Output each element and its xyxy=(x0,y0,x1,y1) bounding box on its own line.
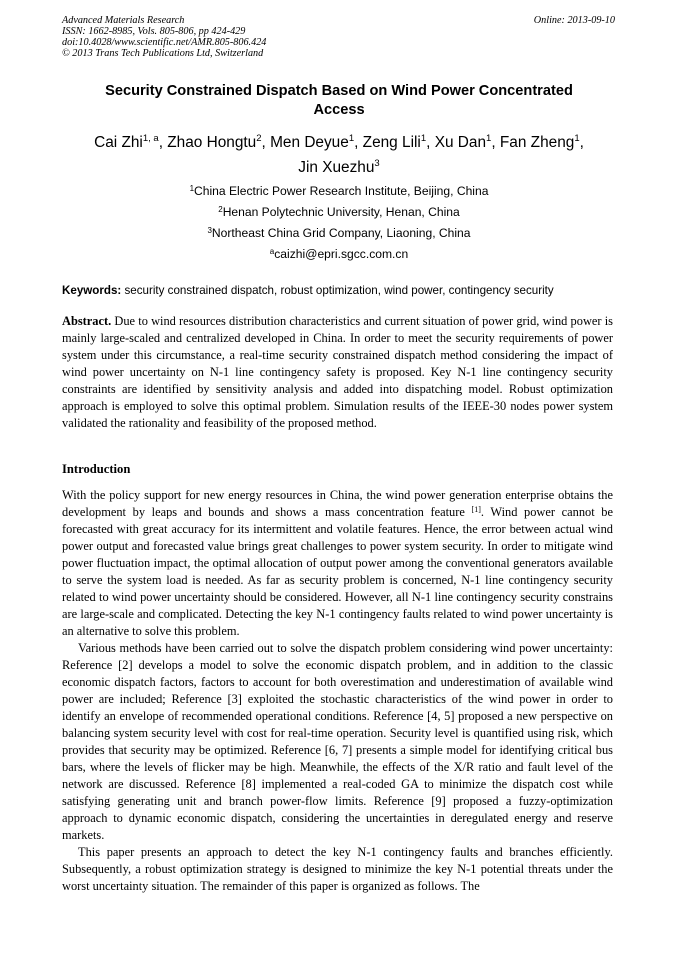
introduction-body xyxy=(62,487,613,895)
affil-text: China Electric Power Research Institute, Beijing, China xyxy=(194,184,489,198)
journal-header xyxy=(62,15,266,59)
author-affil-sup: 1 xyxy=(420,133,427,144)
author-separator: , xyxy=(579,134,584,151)
section-heading-introduction: Introduction xyxy=(62,462,131,476)
keywords xyxy=(62,283,622,298)
email-sup: a xyxy=(269,247,275,256)
affiliations xyxy=(62,181,616,265)
affiliation-3 xyxy=(62,223,616,244)
abstract xyxy=(62,313,613,432)
abstract-label: Abstract. xyxy=(62,314,112,328)
issn-line: ISSN: 1662-8985, Vols. 805-806, pp 424-429 xyxy=(62,26,246,37)
author-name: , Men Deyue xyxy=(261,134,349,151)
author-name: , Xu Dan xyxy=(426,134,487,151)
author-email[interactable] xyxy=(62,244,616,265)
journal-name: Advanced Materials Research xyxy=(62,15,185,26)
author-name: , Fan Zheng xyxy=(491,134,575,151)
paragraph-text: . Wind power cannot be forecasted with great accuracy for its intermittent and volatile features. Hence, the error between actual wind power output and forecasted value brings great challenges to power system security. In order to mitigate wind power fluctuation impact, the optimal allocation of output power among the conventional generators available to serve the system load is needed. As far as security problem is concerned, N-1 line contingency security related to wind power uncertainty should be considered. However, all N-1 line contingency security constrains are large-scale and complicated. Detecting the key N-1 contingency faults related to wind power uncertainty is an alternative to solve this problem. xyxy=(62,505,614,638)
affiliation-2 xyxy=(62,202,616,223)
author-line-1 xyxy=(62,130,616,155)
author-name: Jin Xuezhu xyxy=(298,159,375,176)
affil-sup: 1 xyxy=(189,184,195,193)
author-affil-sup: 1 xyxy=(486,133,492,144)
intro-paragraph-3: This paper presents an approach to detect the key N-1 contingency faults and branches efficiently. Subsequently, a robust optimization strategy is designed to minimize the key N-1 potential threats under the worst uncertainty situation. The remainder of this paper is organized as follows. The xyxy=(62,845,613,893)
abstract-text: Due to wind resources distribution characteristics and current situation of power grid, wind power is mainly large-scaled and centralized developed in China. In order to meet the security requirements of power system under this circumstance, a real-time security constrained dispatch method considering the impact of wind power uncertainty on N-1 line contingency safety is proposed. Key N-1 line contingency security constraints are identified by sensitivity analysis and added into dispatching model. Robust optimization approach is employed to solve this optimal problem. Simulation results of the IEEE-30 nodes power system validated the rationality and feasibility of the proposed method. xyxy=(62,314,613,430)
title-line-2: Access xyxy=(313,102,365,118)
author-affil-sup: 1, a xyxy=(142,133,159,144)
author-affil-sup: 1 xyxy=(574,133,580,144)
paragraph-text: With the policy support for new energy resources in China, the wind power generation enterprise obtains the development by leaps and bounds and shows a mass concentration feature xyxy=(62,488,613,519)
intro-paragraph-1 xyxy=(62,487,613,640)
keywords-label: Keywords: xyxy=(62,284,122,297)
copyright-line: © 2013 Trans Tech Publications Ltd, Switzerland xyxy=(62,48,264,59)
author-affil-sup: 3 xyxy=(374,158,380,169)
author-line-2 xyxy=(62,155,616,180)
email-text[interactable]: caizhi@epri.sgcc.com.cn xyxy=(274,247,409,261)
affiliation-1 xyxy=(62,181,616,202)
online-date: Online: 2013-09-10 xyxy=(533,15,615,26)
author-name: , Zeng Lili xyxy=(354,134,421,151)
author-list xyxy=(62,130,616,180)
affil-text: Henan Polytechnic University, Henan, China xyxy=(222,205,460,219)
affil-text: Northeast China Grid Company, Liaoning, China xyxy=(211,226,471,240)
author-affil-sup: 2 xyxy=(256,133,262,144)
citation-ref[interactable]: [1] xyxy=(471,505,481,514)
author-name: Cai Zhi xyxy=(94,134,143,151)
paper-title xyxy=(62,82,616,120)
doi-line[interactable]: doi:10.4028/www.scientific.net/AMR.805-806.424 xyxy=(62,37,267,48)
affil-sup: 2 xyxy=(218,205,223,214)
title-line-1: Security Constrained Dispatch Based on Wind Power Concentrated xyxy=(105,83,573,99)
keywords-text: security constrained dispatch, robust optimization, wind power, contingency security xyxy=(121,284,554,297)
affil-sup: 3 xyxy=(207,226,212,235)
author-affil-sup: 1 xyxy=(348,133,355,144)
author-name: , Zhao Hongtu xyxy=(158,134,257,151)
intro-paragraph-2: Various methods have been carried out to solve the dispatch problem considering wind power uncertainty: Reference [2] develops a model to solve the economic dispatch problem, and in addition to the classic economic dispatch factors, factors to account for both overestimation and underestimation of available wind power are included; Reference [3] exploited the stochastic characteristics of the wind power in order to identify an envelope of recommended operational conditions. Reference [4, 5] proposed a new perspective on balancing system security level with cost for real-time operation. Security level is quantified using risk, which provides that security may be optimized. Reference [6, 7] presents a simple model for identifying critical bus bars, where the levels of flicker may be high. Meanwhile, the effects of the X/R ratio and fault level of the network are discussed. Reference [8] implemented a real-coded GA to minimize the dispatch cost while satisfying generating unit and branch power-flow limits. Reference [9] proposed a fuzzy-optimization approach to dynamic economic dispatch, considering the uncertainties in deregulated energy and reserve markets. xyxy=(62,641,613,842)
